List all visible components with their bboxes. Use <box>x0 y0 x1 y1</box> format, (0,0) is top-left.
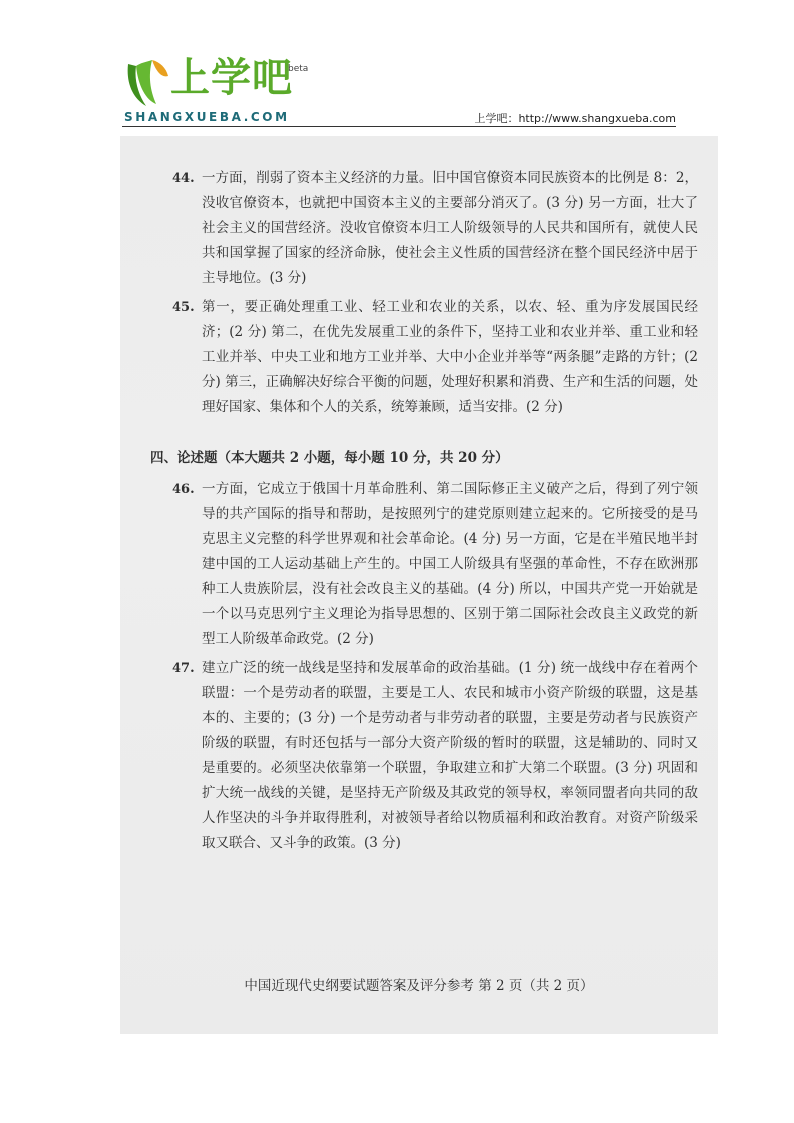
answer-number: 47. <box>172 661 195 676</box>
answer-44 <box>150 166 698 291</box>
answer-content <box>150 166 698 856</box>
header-divider <box>122 126 676 127</box>
leaf-logo-icon <box>122 56 170 108</box>
answer-number: 46. <box>172 482 195 497</box>
answer-46 <box>150 477 698 652</box>
answer-number: 44. <box>172 171 195 186</box>
site-header <box>122 52 676 130</box>
answer-47 <box>150 656 698 856</box>
logo-wordmark: 上学吧 <box>170 55 293 101</box>
answer-number: 45. <box>172 300 195 315</box>
answer-text: 建立广泛的统一战线是坚持和发展革命的政治基础。(1 分) 统一战线中存在着两个联盟：一个是劳动者的联盟，主要是工人、农民和城市小资产阶级的联盟，这是基本的、主要的；(3 分) 一个是劳动者与非劳动者的联盟，主要是劳动者与民族资产阶级的联盟，有时还包括与一部分大资产阶级的暂时的联盟，这是辅助的、同时又是重要的。必须坚决依靠第一个联盟，争取建立和扩大第二个联盟。(3 分) 巩固和扩大统一战线的关键，是坚持无产阶级及其政党的领导权，率领同盟者向共同的敌人作坚决的斗争并取得胜利，对被领导者给以物质福利和政治教育。对资产阶级采取又联合、又斗争的政策。(3 分) <box>202 660 698 851</box>
answer-text: 第一，要正确处理重工业、轻工业和农业的关系，以农、轻、重为序发展国民经济；(2 分) 第二，在优先发展重工业的条件下，坚持工业和农业并举、重工业和轻工业并举、中央工业和地方工业并举、大中小企业并举等“两条腿”走路的方针；(2 分) 第三，正确解决好综合平衡的问题，处理好积累和消费、生产和生活的问题，处理好国家、集体和个人的关系，统筹兼顾，适当安排。(2 分) <box>202 299 698 415</box>
scanned-answer-page <box>120 136 718 1034</box>
logo-beta-tag: beta <box>288 64 309 74</box>
answer-45 <box>150 295 698 420</box>
section-title: 四、论述题（本大题共 2 小题，每小题 10 分，共 20 分） <box>150 450 509 466</box>
page-footer: 中国近现代史纲要试题答案及评分参考 第 2 页（共 2 页） <box>244 978 594 994</box>
logo-domain: SHANGXUEBA.COM <box>124 110 290 124</box>
answer-text: 一方面，削弱了资本主义经济的力量。旧中国官僚资本同民族资本的比例是 8：2，没收官僚资本，也就把中国资本主义的主要部分消灭了。(3 分) 另一方面，壮大了社会主义的国营经济。没收官僚资本归工人阶级领导的人民共和国所有，就使人民共和国掌握了国家的经济命脉，使社会主义性质的国营经济在整个国民经济中居于主导地位。(3 分) <box>202 170 698 286</box>
site-url[interactable]: 上学吧：http://www.shangxueba.com <box>474 112 676 125</box>
answer-text: 一方面，它成立于俄国十月革命胜利、第二国际修正主义破产之后，得到了列宁领导的共产国际的指导和帮助，是按照列宁的建党原则建立起来的。它所接受的是马克思主义完整的科学世界观和社会革命论。(4 分) 另一方面，它是在半殖民地半封建中国的工人运动基础上产生的。中国工人阶级具有坚强的革命性，不存在欧洲那种工人贵族阶层，没有社会改良主义的基础。(4 分) 所以，中国共产党一开始就是一个以马克思列宁主义理论为指导思想的、区别于第二国际社会改良主义政党的新型工人阶级革命政党。(2 分) <box>202 481 698 647</box>
